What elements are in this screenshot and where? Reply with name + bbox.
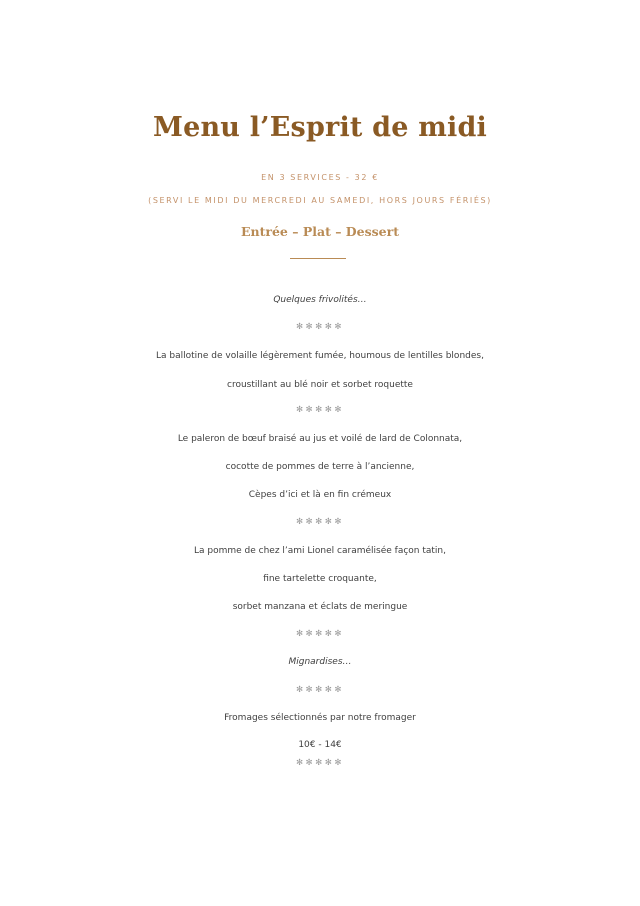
price-line: EN 3 SERVICES - 32 €	[261, 173, 379, 182]
menu-title: Menu l’Esprit de midi	[152, 112, 487, 143]
star-separator: ✻✻✻✻✻	[295, 322, 345, 332]
dessert-line-1: La pomme de chez l’ami Lionel caramélisée façon tatin,	[193, 546, 446, 556]
starter-line-1: La ballotine de volaille légèrement fumée, houmous de lentilles blondes,	[156, 351, 484, 361]
cheese-price: 10€ - 14€	[298, 740, 342, 750]
star-separator: ✻✻✻✻✻	[295, 685, 345, 695]
starter-line-2: croustillant au blé noir et sorbet roquette	[227, 380, 413, 390]
main-line-1: Le paleron de bœuf braisé au jus et voilé de lard de Colonnata,	[177, 434, 463, 444]
dessert-line-3: sorbet manzana et éclats de meringue	[232, 602, 408, 612]
star-separator: ✻✻✻✻✻	[295, 629, 345, 639]
dessert-line-2: fine tartelette croquante,	[263, 574, 377, 584]
main-line-2: cocotte de pommes de terre à l’ancienne,	[225, 462, 415, 472]
star-separator: ✻✻✻✻✻	[295, 758, 345, 768]
courses-heading: Entrée – Plat – Dessert	[241, 224, 399, 239]
cheese-line: Fromages sélectionnés par notre fromager	[224, 713, 416, 723]
main-line-3: Cèpes d’ici et là en fin crémeux	[248, 490, 392, 500]
star-separator: ✻✻✻✻✻	[295, 517, 345, 527]
frivolites-label: Quelques frivolités…	[273, 295, 367, 305]
divider-rule	[290, 258, 346, 259]
star-separator: ✻✻✻✻✻	[295, 405, 345, 415]
availability-note: (SERVI LE MIDI DU MERCREDI AU SAMEDI, HORS JOURS FÉRIÉS)	[148, 196, 492, 205]
mignardises-label: Mignardises…	[288, 657, 352, 667]
